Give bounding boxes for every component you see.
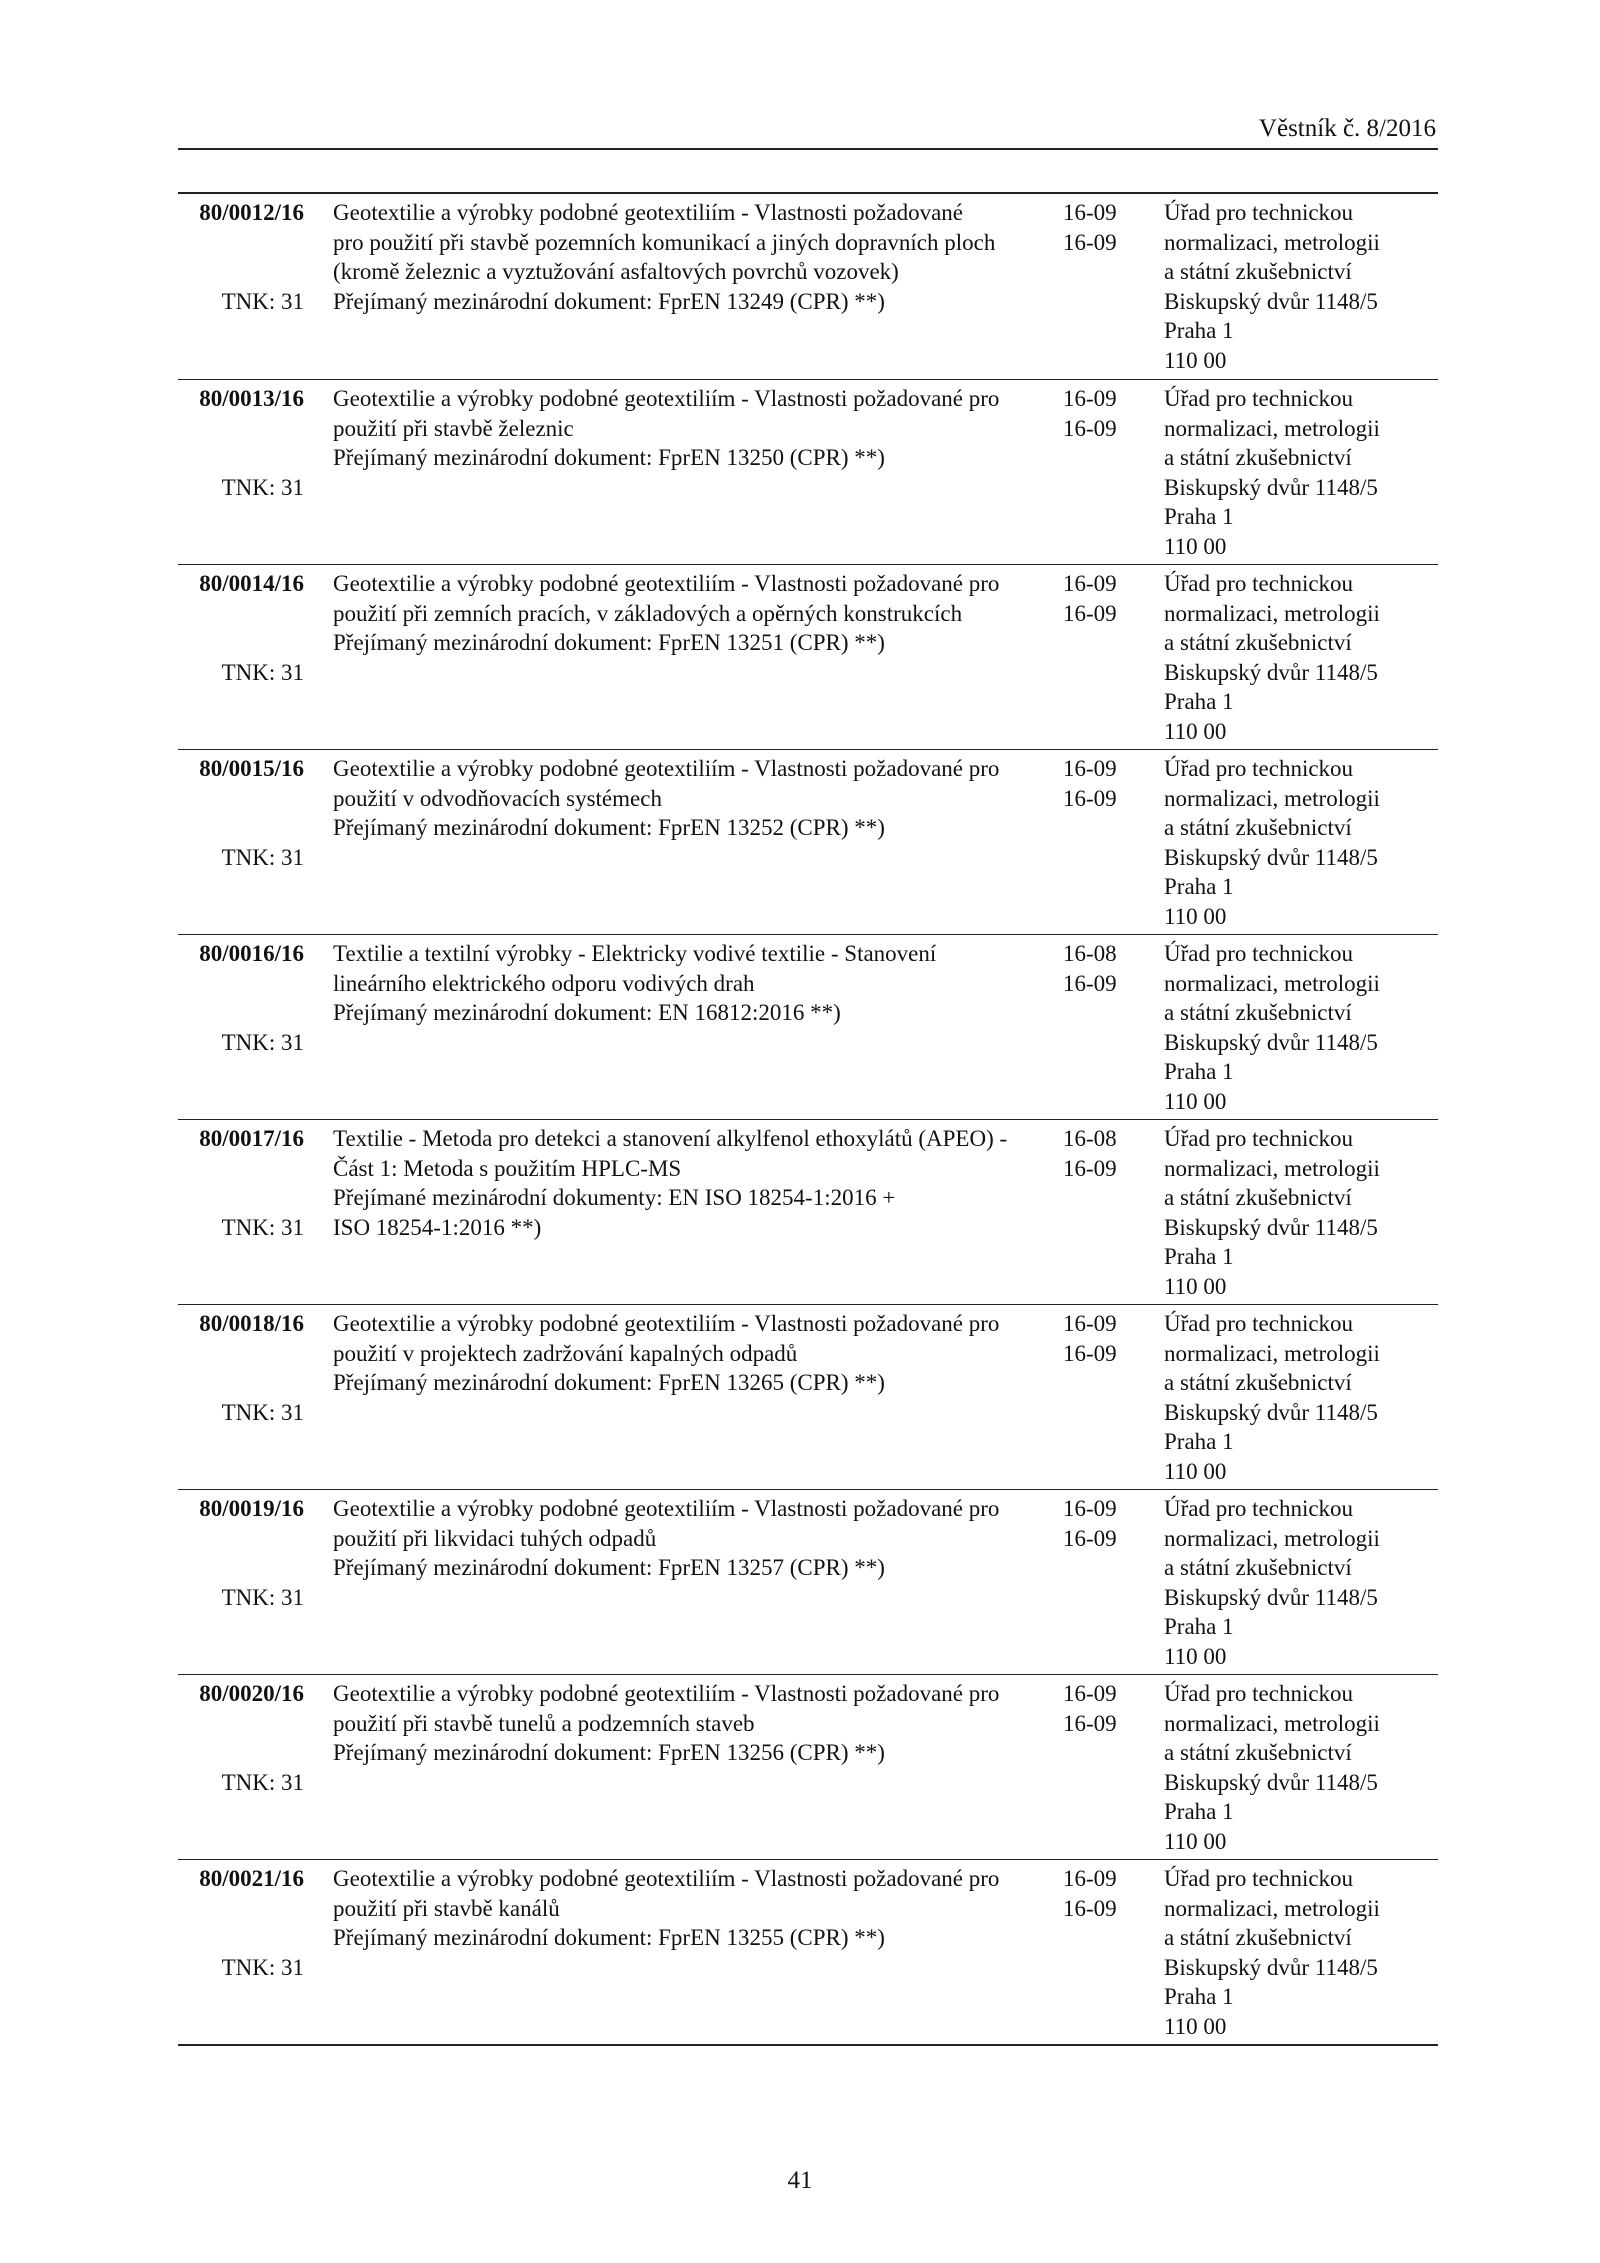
address-line: a státní zkušebnictví [1164, 1370, 1352, 1395]
entry-code: 80/0012/16 [199, 200, 304, 225]
table-row [178, 564, 1438, 749]
address-line: 110 00 [1164, 903, 1227, 929]
date-value: 16-09 [1063, 1525, 1117, 1551]
entry-id-cell [186, 939, 304, 1057]
description-line: Geotextilie a výrobky podobné geotextiliím - Vlastnosti požadované pro [333, 1681, 1000, 1706]
address-line: Biskupský dvůr 1148/5 [1164, 1214, 1378, 1240]
address-line: normalizaci, metrologii [1164, 970, 1380, 996]
address-line: normalizaci, metrologii [1164, 1155, 1380, 1181]
description-line: Geotextilie a výrobky podobné geotextiliím - Vlastnosti požadované pro [333, 756, 1000, 781]
entry-description [333, 1124, 1053, 1242]
entry-dates [1063, 569, 1143, 628]
address-line: 110 00 [1164, 718, 1227, 744]
entry-address [1164, 1309, 1434, 1486]
address-line: normalizaci, metrologii [1164, 415, 1380, 441]
description-line: Přejímaný mezinárodní dokument: FprEN 13256 (CPR) **) [333, 1740, 885, 1765]
entry-dates [1063, 754, 1143, 813]
entry-dates [1063, 384, 1143, 443]
description-line: Geotextilie a výrobky podobné geotextiliím - Vlastnosti požadované pro [333, 1311, 1000, 1336]
address-line: Praha 1 [1164, 1984, 1234, 2009]
address-line: a státní zkušebnictví [1164, 259, 1352, 284]
table-row [178, 1859, 1438, 2044]
description-line: Textilie - Metoda pro detekci a stanovení alkylfenol ethoxylátů (APEO) - [333, 1126, 1008, 1151]
entry-tnk: TNK: 31 [221, 1399, 304, 1425]
table-row [178, 1119, 1438, 1304]
entry-address [1164, 1679, 1434, 1856]
address-line: normalizaci, metrologii [1164, 600, 1380, 626]
address-line: 110 00 [1164, 1643, 1227, 1669]
address-line: a státní zkušebnictví [1164, 445, 1352, 470]
entry-address [1164, 1494, 1434, 1671]
address-line: normalizaci, metrologii [1164, 1895, 1380, 1921]
entry-address [1164, 1124, 1434, 1301]
address-line: Úřad pro technickou [1164, 941, 1354, 966]
entry-id-cell [186, 384, 304, 502]
description-line: Přejímané mezinárodní dokumenty: EN ISO 18254-1:2016 + [333, 1185, 896, 1210]
description-line: Přejímaný mezinárodní dokument: FprEN 13249 (CPR) **) [333, 288, 885, 314]
address-line: Praha 1 [1164, 874, 1234, 899]
address-line: Praha 1 [1164, 1244, 1234, 1269]
entry-dates [1063, 1679, 1143, 1738]
entry-address [1164, 754, 1434, 931]
address-line: Biskupský dvůr 1148/5 [1164, 1769, 1378, 1795]
description-line: (kromě železnic a vyztužování asfaltových povrchů vozovek) [333, 259, 899, 284]
description-line: Přejímaný mezinárodní dokument: FprEN 13255 (CPR) **) [333, 1925, 885, 1950]
entry-address [1164, 1864, 1434, 2041]
address-line: a státní zkušebnictví [1164, 1555, 1352, 1580]
entry-address [1164, 569, 1434, 746]
address-line: Praha 1 [1164, 1614, 1234, 1639]
description-line: pro použití při stavbě pozemních komunikací a jiných dopravních ploch [333, 229, 996, 255]
description-line: Přejímaný mezinárodní dokument: FprEN 13251 (CPR) **) [333, 630, 885, 655]
address-line: 110 00 [1164, 1828, 1227, 1854]
description-line: Přejímaný mezinárodní dokument: EN 16812:2016 **) [333, 1000, 841, 1025]
entry-tnk: TNK: 31 [221, 844, 304, 870]
address-line: Biskupský dvůr 1148/5 [1164, 1399, 1378, 1425]
description-line: Geotextilie a výrobky podobné geotextiliím - Vlastnosti požadované pro [333, 571, 1000, 596]
description-line: Přejímaný mezinárodní dokument: FprEN 13265 (CPR) **) [333, 1370, 885, 1395]
date-value: 16-09 [1063, 1340, 1117, 1366]
entry-tnk: TNK: 31 [221, 659, 304, 685]
description-line: použití při stavbě kanálů [333, 1895, 560, 1921]
entry-code: 80/0015/16 [199, 756, 304, 781]
description-line: použití při zemních pracích, v základových a opěrných konstrukcích [333, 600, 963, 626]
entry-id-cell [186, 1679, 304, 1797]
entry-description [333, 939, 1053, 1028]
address-line: Úřad pro technickou [1164, 1126, 1354, 1151]
address-line: Praha 1 [1164, 1429, 1234, 1454]
entry-id-cell [186, 1864, 304, 1982]
entry-code: 80/0021/16 [199, 1866, 304, 1891]
entry-address [1164, 384, 1434, 561]
address-line: 110 00 [1164, 2013, 1227, 2039]
date-value: 16-08 [1063, 941, 1117, 966]
entry-id-cell [186, 1494, 304, 1612]
table-row [178, 1304, 1438, 1489]
address-line: Úřad pro technickou [1164, 200, 1354, 225]
description-line: Část 1: Metoda s použitím HPLC-MS [333, 1155, 682, 1181]
standards-table [178, 192, 1438, 2046]
entry-tnk: TNK: 31 [221, 288, 304, 314]
date-value: 16-09 [1063, 756, 1117, 781]
address-line: Praha 1 [1164, 318, 1234, 343]
address-line: normalizaci, metrologii [1164, 1340, 1380, 1366]
date-value: 16-09 [1063, 970, 1117, 996]
entry-dates [1063, 1124, 1143, 1183]
entry-id-cell [186, 1309, 304, 1427]
entry-description [333, 198, 1053, 316]
address-line: Biskupský dvůr 1148/5 [1164, 474, 1378, 500]
address-line: a státní zkušebnictví [1164, 1000, 1352, 1025]
entry-dates [1063, 939, 1143, 998]
entry-tnk: TNK: 31 [221, 1214, 304, 1240]
table-row [178, 194, 1438, 379]
description-line: Geotextilie a výrobky podobné geotextiliím - Vlastnosti požadované [333, 200, 964, 225]
description-line: Textilie a textilní výrobky - Elektricky vodivé textilie - Stanovení [333, 941, 937, 966]
journal-title: Věstník č. 8/2016 [1258, 115, 1436, 142]
date-value: 16-09 [1063, 785, 1117, 811]
address-line: Biskupský dvůr 1148/5 [1164, 1029, 1378, 1055]
entry-address [1164, 198, 1434, 375]
table-row [178, 934, 1438, 1119]
entry-tnk: TNK: 31 [221, 1029, 304, 1055]
address-line: 110 00 [1164, 533, 1227, 559]
address-line: Praha 1 [1164, 1799, 1234, 1824]
address-line: Biskupský dvůr 1148/5 [1164, 844, 1378, 870]
address-line: Úřad pro technickou [1164, 1311, 1354, 1336]
entry-description [333, 569, 1053, 658]
address-line: Úřad pro technickou [1164, 1681, 1354, 1706]
entry-id-cell [186, 754, 304, 872]
date-value: 16-09 [1063, 1496, 1117, 1521]
entry-code: 80/0014/16 [199, 571, 304, 596]
date-value: 16-09 [1063, 1866, 1117, 1891]
entry-id-cell [186, 198, 304, 316]
address-line: normalizaci, metrologii [1164, 229, 1380, 255]
entry-code: 80/0016/16 [199, 941, 304, 966]
entry-description [333, 384, 1053, 473]
address-line: Úřad pro technickou [1164, 1496, 1354, 1521]
description-line: Přejímaný mezinárodní dokument: FprEN 13252 (CPR) **) [333, 815, 885, 840]
date-value: 16-09 [1063, 600, 1117, 626]
address-line: a státní zkušebnictví [1164, 1925, 1352, 1950]
entry-description [333, 1309, 1053, 1398]
table-row [178, 1674, 1438, 1859]
address-line: Úřad pro technickou [1164, 571, 1354, 596]
entry-id-cell [186, 1124, 304, 1242]
entry-dates [1063, 1494, 1143, 1553]
date-value: 16-09 [1063, 1155, 1117, 1181]
entry-code: 80/0018/16 [199, 1311, 304, 1336]
description-line: ISO 18254-1:2016 **) [333, 1214, 542, 1240]
address-line: Úřad pro technickou [1164, 1866, 1354, 1891]
entry-code: 80/0017/16 [199, 1126, 304, 1151]
entry-dates [1063, 1864, 1143, 1923]
address-line: a státní zkušebnictví [1164, 1185, 1352, 1210]
description-line: použití v odvodňovacích systémech [333, 785, 662, 811]
description-line: Geotextilie a výrobky podobné geotextiliím - Vlastnosti požadované pro [333, 1496, 1000, 1521]
address-line: a státní zkušebnictví [1164, 630, 1352, 655]
entry-code: 80/0019/16 [199, 1496, 304, 1521]
entry-code: 80/0013/16 [199, 386, 304, 411]
date-value: 16-09 [1063, 415, 1117, 441]
entry-description [333, 1679, 1053, 1768]
address-line: normalizaci, metrologii [1164, 1710, 1380, 1736]
address-line: 110 00 [1164, 1273, 1227, 1299]
address-line: 110 00 [1164, 1088, 1227, 1114]
description-line: použití při stavbě tunelů a podzemních staveb [333, 1710, 755, 1736]
description-line: Geotextilie a výrobky podobné geotextiliím - Vlastnosti požadované pro [333, 386, 1000, 411]
address-line: normalizaci, metrologii [1164, 785, 1380, 811]
date-value: 16-09 [1063, 1311, 1117, 1336]
address-line: 110 00 [1164, 1458, 1227, 1484]
entry-address [1164, 939, 1434, 1116]
entry-id-cell [186, 569, 304, 687]
address-line: a státní zkušebnictví [1164, 1740, 1352, 1765]
entry-tnk: TNK: 31 [221, 474, 304, 500]
entry-dates [1063, 1309, 1143, 1368]
address-line: Biskupský dvůr 1148/5 [1164, 659, 1378, 685]
address-line: Praha 1 [1164, 504, 1234, 529]
address-line: Biskupský dvůr 1148/5 [1164, 288, 1378, 314]
address-line: a státní zkušebnictví [1164, 815, 1352, 840]
address-line: Úřad pro technickou [1164, 386, 1354, 411]
entry-description [333, 1494, 1053, 1583]
description-line: lineárního elektrického odporu vodivých drah [333, 970, 755, 996]
date-value: 16-08 [1063, 1126, 1117, 1151]
entry-dates [1063, 198, 1143, 257]
date-value: 16-09 [1063, 1895, 1117, 1921]
date-value: 16-09 [1063, 571, 1117, 596]
address-line: Úřad pro technickou [1164, 756, 1354, 781]
date-value: 16-09 [1063, 229, 1117, 255]
date-value: 16-09 [1063, 1681, 1117, 1706]
address-line: Biskupský dvůr 1148/5 [1164, 1954, 1378, 1980]
description-line: Přejímaný mezinárodní dokument: FprEN 13257 (CPR) **) [333, 1555, 885, 1580]
date-value: 16-09 [1063, 1710, 1117, 1736]
address-line: Praha 1 [1164, 1059, 1234, 1084]
table-row [178, 379, 1438, 564]
entry-tnk: TNK: 31 [221, 1584, 304, 1610]
address-line: normalizaci, metrologii [1164, 1525, 1380, 1551]
entry-tnk: TNK: 31 [221, 1954, 304, 1980]
address-line: 110 00 [1164, 347, 1227, 373]
page-header [178, 110, 1438, 150]
description-line: použití při likvidaci tuhých odpadů [333, 1525, 657, 1551]
date-value: 16-09 [1063, 386, 1117, 411]
table-row [178, 749, 1438, 934]
entry-description [333, 1864, 1053, 1953]
date-value: 16-09 [1063, 200, 1117, 225]
description-line: Přejímaný mezinárodní dokument: FprEN 13250 (CPR) **) [333, 445, 885, 470]
description-line: Geotextilie a výrobky podobné geotextiliím - Vlastnosti požadované pro [333, 1866, 1000, 1891]
entry-code: 80/0020/16 [199, 1681, 304, 1706]
address-line: Praha 1 [1164, 689, 1234, 714]
entry-description [333, 754, 1053, 843]
description-line: použití v projektech zadržování kapalných odpadů [333, 1340, 798, 1366]
description-line: použití při stavbě železnic [333, 415, 574, 441]
address-line: Biskupský dvůr 1148/5 [1164, 1584, 1378, 1610]
table-row [178, 1489, 1438, 1674]
entry-tnk: TNK: 31 [221, 1769, 304, 1795]
page-number: 41 [787, 2167, 813, 2194]
